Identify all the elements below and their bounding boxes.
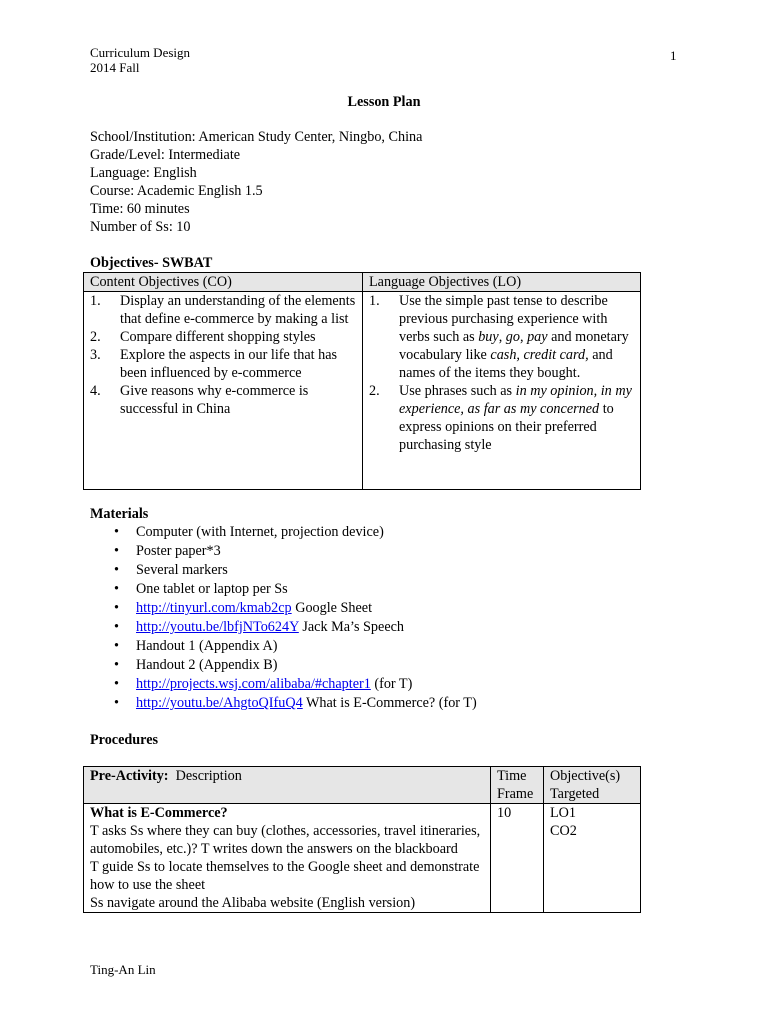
page-header <box>90 45 190 75</box>
list-item: • Handout 2 (Appendix B) <box>114 657 278 673</box>
info-language: Language: English <box>90 165 197 181</box>
language-objective-item: 2. Use phrases such as in my opinion, in my experience, as far as my concerned to express opinions on their preferred purchasing style <box>369 383 632 453</box>
procedures-table <box>83 766 641 913</box>
language-objectives-cell <box>363 292 641 490</box>
list-item: • Poster paper*3 <box>114 543 221 559</box>
bullet-icon: • <box>114 581 119 597</box>
bullet-icon: • <box>114 600 119 616</box>
ecommerce-video-link[interactable]: http://youtu.be/AhgtoQIfuQ4 <box>136 695 303 711</box>
list-item: • Computer (with Internet, projection device) <box>114 524 384 540</box>
page-title: Lesson Plan <box>347 94 421 110</box>
bullet-icon: • <box>114 543 119 559</box>
info-time: Time: 60 minutes <box>90 201 190 217</box>
activity-description <box>84 804 491 913</box>
activity-line: T asks Ss where they can buy (clothes, accessories, travel itineraries, automobiles, etc.)? T writes down the answers on the blackboard <box>90 823 481 857</box>
list-item: • http://youtu.be/AhgtoQIfuQ4 What is E-Commerce? (for T) <box>114 695 477 711</box>
materials-heading: Materials <box>90 506 149 522</box>
list-item: • http://tinyurl.com/kmab2cp Google Sheet <box>114 600 373 616</box>
bullet-icon: • <box>114 695 119 711</box>
objectives-table <box>83 272 641 490</box>
objectives-targeted-header: Objective(s) Targeted <box>544 767 641 804</box>
activity-line: Ss navigate around the Alibaba website (English version) <box>90 895 416 911</box>
bullet-icon: • <box>114 638 119 654</box>
content-objective-item: 4. Give reasons why e-commerce is successful in China <box>90 383 309 417</box>
jack-ma-speech-link[interactable]: http://youtu.be/lbfjNTo624Y <box>136 619 299 635</box>
content-objectives-header: Content Objectives (CO) <box>84 273 363 292</box>
list-item: • http://youtu.be/lbfjNTo624Y Jack Ma’s Speech <box>114 619 405 635</box>
content-objective-item: 2. Compare different shopping styles <box>90 329 316 345</box>
content-objective-item: 3. Explore the aspects in our life that has been influenced by e-commerce <box>90 347 338 381</box>
activity-title: What is E-Commerce? <box>90 805 228 821</box>
bullet-icon: • <box>114 562 119 578</box>
activity-targeted: LO1 CO2 <box>544 804 641 913</box>
list-item: • Several markers <box>114 562 228 578</box>
time-frame-header: Time Frame <box>491 767 544 804</box>
materials-list <box>90 523 477 713</box>
list-item: • One tablet or laptop per Ss <box>114 581 288 597</box>
lesson-info <box>90 128 422 236</box>
list-item: • Handout 1 (Appendix A) <box>114 638 278 654</box>
language-objective-item: 1. Use the simple past tense to describe previous purchasing experience with verbs such as buy, go, pay and monetary vocabulary like cash, credit card, and names of the items they bought. <box>369 293 629 381</box>
content-objectives-cell <box>84 292 363 490</box>
google-sheet-link[interactable]: http://tinyurl.com/kmab2cp <box>136 600 292 616</box>
bullet-icon: • <box>114 619 119 635</box>
content-objective-item: 1. Display an understanding of the elements that define e-commerce by making a list <box>90 293 356 327</box>
info-grade: Grade/Level: Intermediate <box>90 147 241 163</box>
footer-author: Ting-An Lin <box>90 962 156 977</box>
objectives-heading: Objectives- SWBAT <box>90 255 213 271</box>
activity-line: T guide Ss to locate themselves to the Google sheet and demonstrate how to use the sheet <box>90 859 480 893</box>
info-course: Course: Academic English 1.5 <box>90 183 263 199</box>
procedures-heading: Procedures <box>90 732 159 748</box>
info-students: Number of Ss: 10 <box>90 219 191 235</box>
page-number: 1 <box>670 48 677 63</box>
activity-time: 10 <box>491 804 544 913</box>
bullet-icon: • <box>114 676 119 692</box>
header-course: Curriculum Design <box>90 45 191 60</box>
bullet-icon: • <box>114 657 119 673</box>
bullet-icon: • <box>114 524 119 540</box>
description-header: Pre-Activity: Description <box>84 767 491 804</box>
info-school: School/Institution: American Study Center, Ningbo, China <box>90 129 423 145</box>
list-item: • http://projects.wsj.com/alibaba/#chapter1 (for T) <box>114 676 413 692</box>
wsj-alibaba-link[interactable]: http://projects.wsj.com/alibaba/#chapter1 <box>136 676 371 692</box>
header-term: 2014 Fall <box>90 60 140 75</box>
language-objectives-header: Language Objectives (LO) <box>363 273 641 292</box>
